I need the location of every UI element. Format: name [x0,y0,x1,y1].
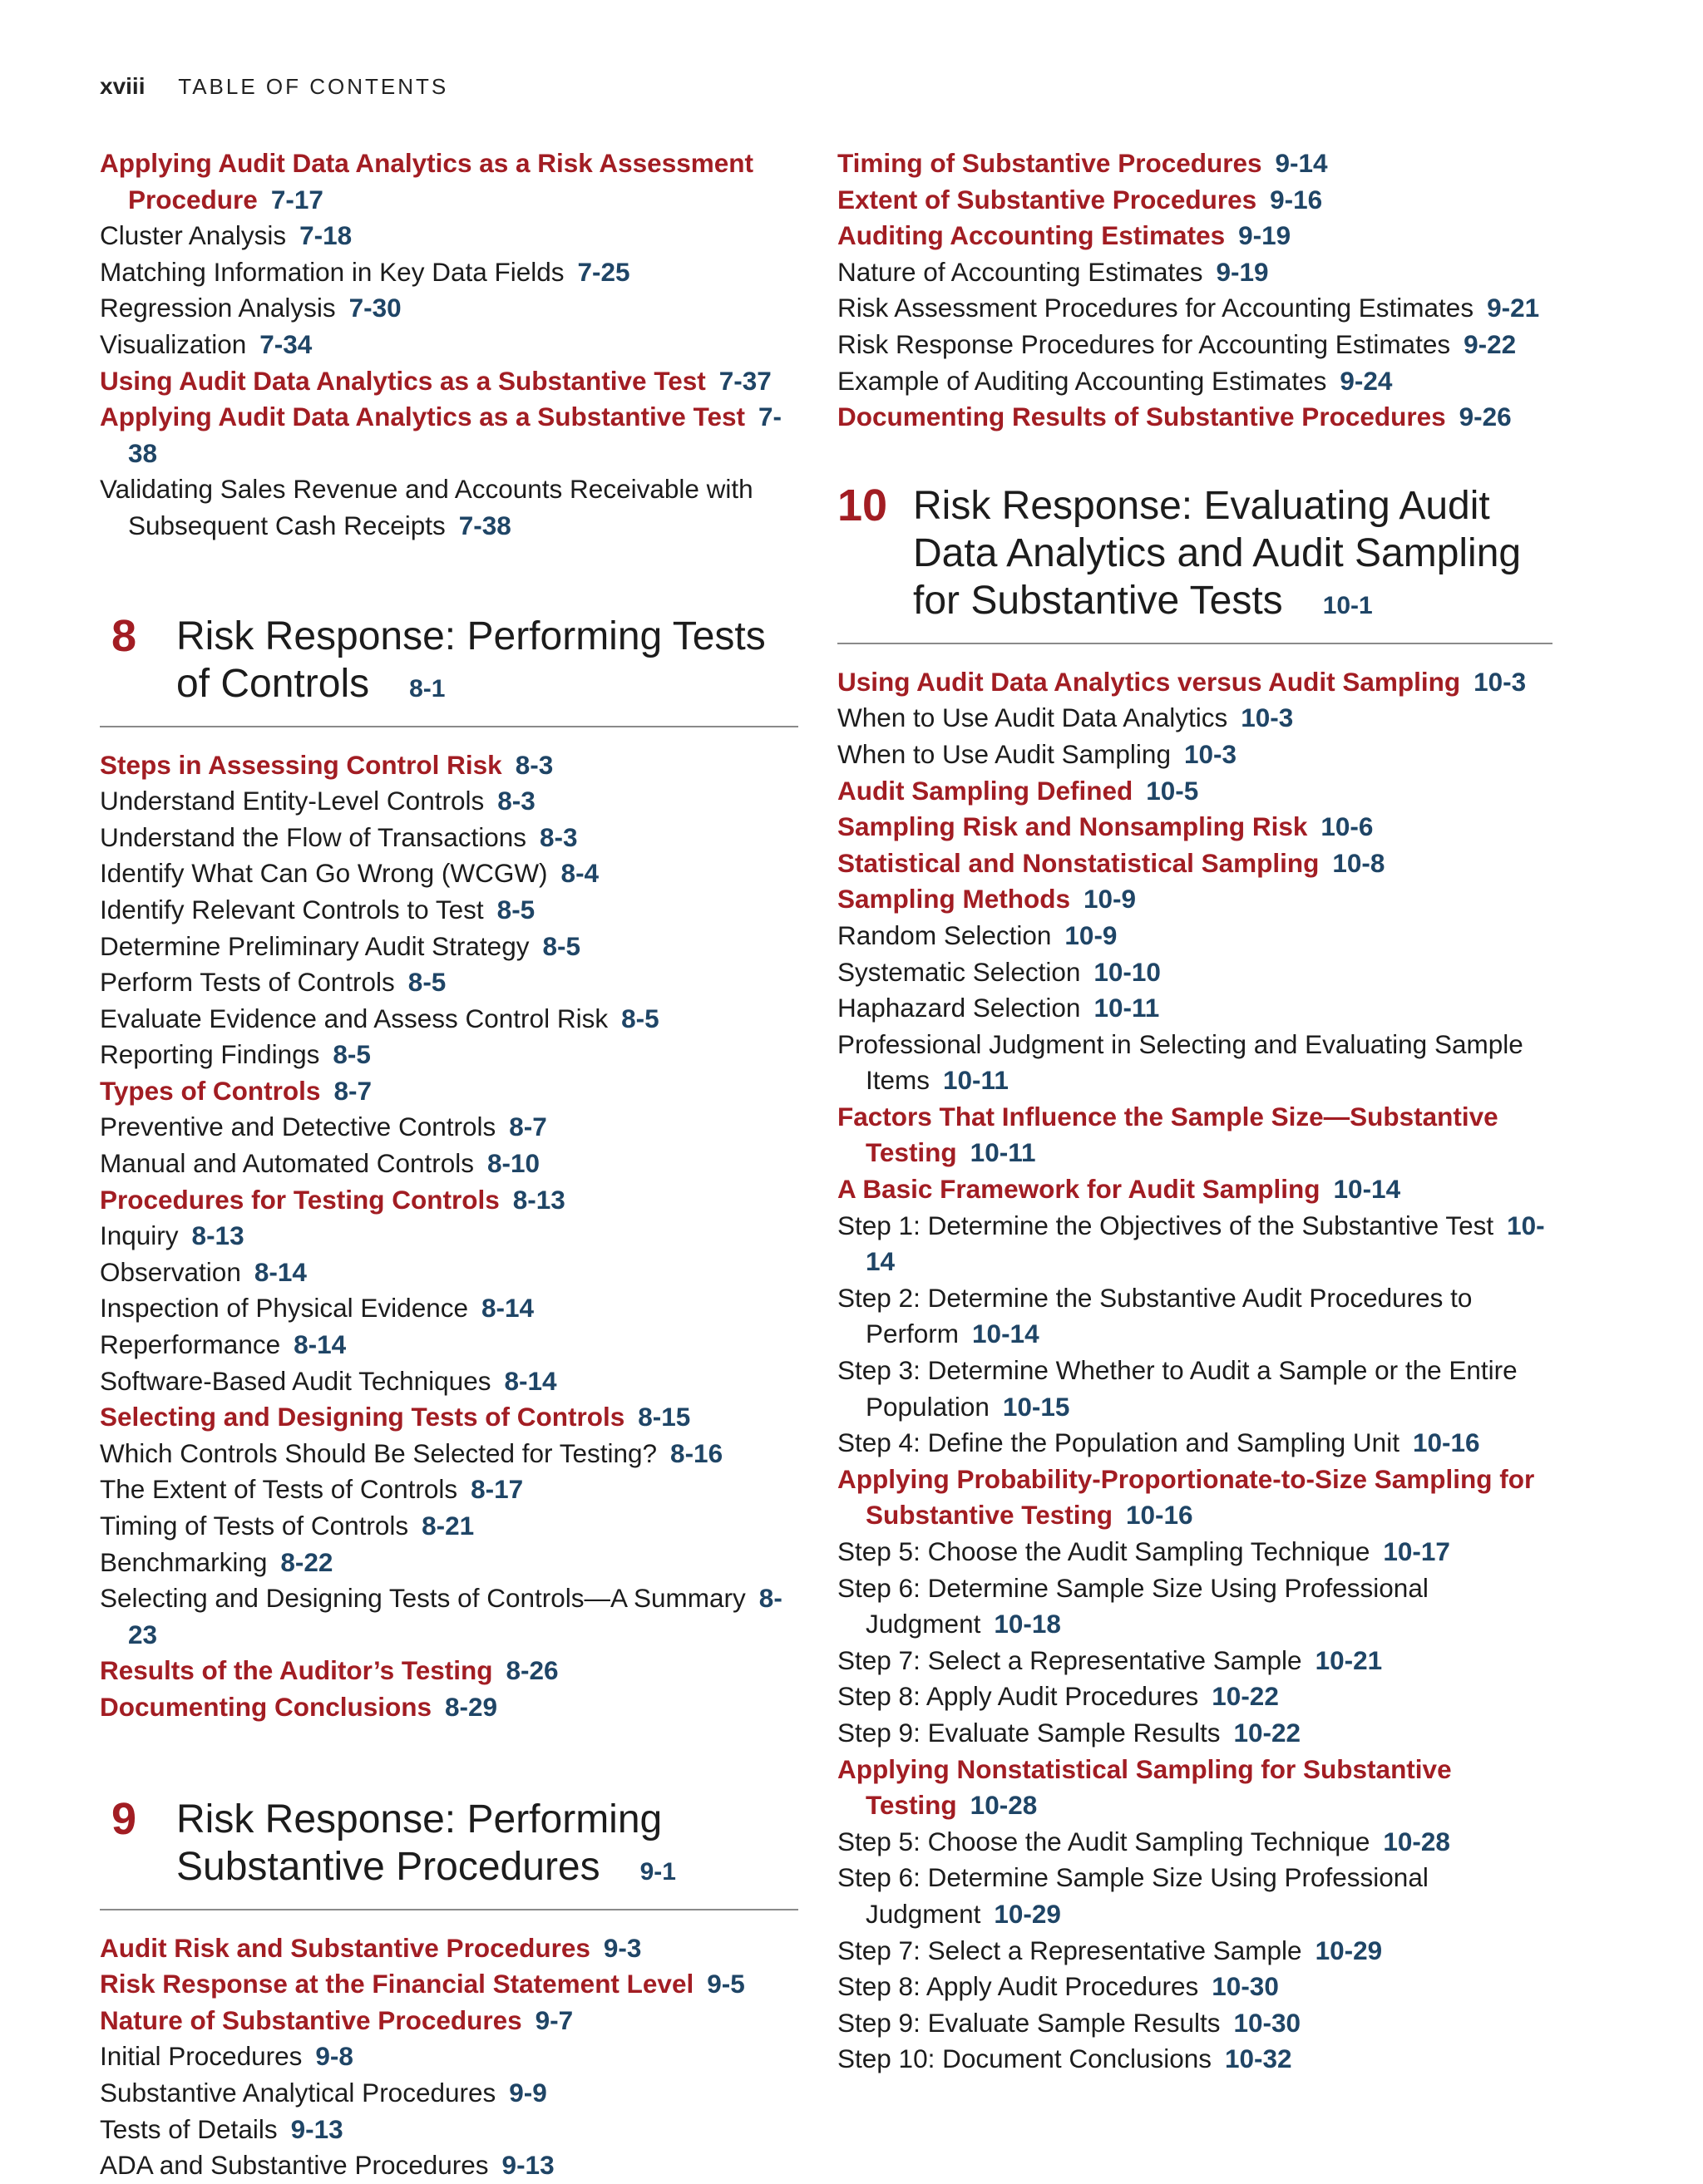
toc-entry[interactable] [837,2005,1552,2042]
toc-entry-title: Determine Preliminary Audit Strategy [100,930,530,961]
toc-entry-title: Step 9: Evaluate Sample Results [837,1717,1221,1748]
toc-entry-page[interactable]: 8-7 [333,1075,372,1106]
toc-entry[interactable] [837,700,1552,737]
toc-entry-title: Observation [100,1256,241,1287]
toc-entry[interactable] [837,327,1552,363]
toc-entry-title: Reporting Findings [100,1039,320,1070]
toc-entry-title: Visualization [100,328,247,359]
toc-entry[interactable] [100,1436,798,1472]
toc-entry-page[interactable]: 8-3 [515,749,554,780]
toc-entry-title: Software-Based Audit Techniques [100,1365,491,1396]
toc-entry[interactable] [100,1037,798,1073]
toc-entry-page[interactable]: 10-22 [1212,1681,1279,1712]
toc-entry[interactable] [100,1508,798,1545]
toc-entry-page[interactable]: 8-15 [638,1402,691,1432]
toc-entry-page[interactable]: 7-34 [259,328,313,359]
toc-entry-page[interactable]: 9-3 [603,1932,642,1963]
toc-entry-page[interactable]: 7-38 [458,510,511,540]
toc-entry-title: Reperformance [100,1329,281,1360]
toc-entry[interactable] [837,1969,1552,2005]
toc-entry[interactable] [837,1824,1552,1861]
toc-entry[interactable] [100,747,798,784]
toc-entry-title: Systematic Selection [837,956,1081,987]
chapter-title-line: Risk Response: Performing [176,1797,663,1841]
toc-entry-title: Step 5: Choose the Audit Sampling Technique [837,1536,1370,1566]
toc-entry-title: Step 1: Determine the Objectives of the Substantive Test [837,1210,1494,1240]
toc-entry-title: Substantive Analytical Procedures [100,2077,496,2108]
toc-entry-page[interactable]: 10-11 [1093,993,1160,1023]
chapter-page-link[interactable]: 10-1 [1322,591,1373,619]
toc-entry-page[interactable]: 7-17 [270,184,323,214]
toc-entry[interactable] [837,918,1552,954]
toc-entry-page[interactable]: 8-3 [540,821,578,852]
toc-entry-page[interactable]: 10-3 [1183,738,1237,769]
chapter-title-line: Data Analytics and Audit Sampling [913,530,1522,575]
toc-entry-title: Timing of Substantive Procedures [837,148,1262,178]
toc-entry-title: Steps in Assessing Control Risk [100,749,502,780]
toc-entry[interactable] [100,2147,798,2184]
toc-entry[interactable] [837,399,1552,436]
toc-entry[interactable] [837,1679,1552,1715]
chapter-title-line: for Substantive Tests [913,578,1283,623]
toc-entry-page[interactable]: 10-21 [1315,1644,1383,1675]
chapter-8-heading [100,610,798,727]
toc-entry-page[interactable]: 7-37 [718,365,772,396]
toc-entry[interactable] [100,1327,798,1363]
toc-entry[interactable] [837,1171,1552,1208]
toc-entry-page[interactable]: 10-10 [1093,956,1161,987]
toc-entry-title: ADA and Substantive Procedures [100,2150,489,2181]
left-column [100,145,798,2184]
toc-entry[interactable] [100,892,798,929]
toc-entry-title: Step 9: Evaluate Sample Results [837,2007,1221,2038]
toc-list-chapter-9-left [100,1930,798,2184]
toc-entry-page[interactable]: 7-25 [577,256,630,287]
toc-entry-page[interactable]: 9-21 [1487,293,1540,323]
toc-entry-page[interactable]: 9-13 [290,2113,343,2144]
toc-entry-title: Tests of Details [100,2113,278,2144]
toc-entry-title: Types of Controls [100,1075,321,1106]
toc-entry-page[interactable]: 9-8 [315,2041,353,2072]
toc-entry-page[interactable]: 9-26 [1459,402,1512,432]
toc-entry-title: Selecting and Designing Tests of Controls—A Summary [100,1583,746,1614]
toc-entry-page[interactable]: 10-29 [1315,1935,1383,1965]
toc-entry[interactable] [100,363,798,400]
toc-entry-title: Timing of Tests of Controls [100,1511,409,1541]
toc-entry-title: Evaluate Evidence and Assess Control Risk [100,1003,609,1033]
toc-entry-page[interactable]: 7-38 [128,402,782,468]
toc-entry-page[interactable]: 8-14 [254,1256,307,1287]
toc-entry-page[interactable]: 8-21 [422,1511,475,1541]
toc-entry-page[interactable]: 8-5 [621,1003,659,1033]
toc-entry-title: Audit Risk and Substantive Procedures [100,1932,590,1963]
toc-entry-page[interactable]: 10-11 [943,1065,1009,1096]
toc-entry-page[interactable]: 7-18 [299,220,353,251]
toc-entry-title: Matching Information in Key Data Fields [100,256,565,287]
chapter-title [176,1796,798,1896]
toc-entry[interactable] [100,1255,798,1291]
toc-entry-title: A Basic Framework for Audit Sampling [837,1174,1320,1205]
toc-entry[interactable] [100,964,798,1001]
toc-entry[interactable] [837,773,1552,810]
toc-entry-title: Step 7: Select a Representative Sample [837,1644,1302,1675]
toc-entry[interactable] [837,1280,1552,1353]
toc-entry[interactable] [100,1580,798,1653]
toc-entry-title: Inspection of Physical Evidence [100,1293,468,1324]
toc-entry[interactable] [100,1146,798,1182]
toc-entry[interactable] [837,954,1552,991]
toc-entry[interactable] [837,845,1552,882]
toc-entry-page[interactable]: 10-16 [1125,1500,1193,1531]
toc-entry-page[interactable]: 10-30 [1212,1971,1279,2002]
chapter-page-link[interactable]: 8-1 [409,674,446,703]
toc-entry[interactable] [100,218,798,254]
toc-entry-page[interactable]: 8-23 [128,1583,782,1649]
header-title: TABLE OF CONTENTS [178,74,449,99]
toc-entry-page[interactable]: 8-5 [542,930,580,961]
chapter-title-line: Risk Response: Performing Tests [176,614,766,658]
toc-entry-page[interactable]: 8-5 [407,967,447,998]
toc-entry[interactable] [100,471,798,544]
toc-entry-title: Example of Auditing Accounting Estimates [837,365,1327,396]
chapter-title [913,482,1552,629]
toc-entry-title: Cluster Analysis [100,220,287,251]
toc-entry-title: Nature of Substantive Procedures [100,2004,522,2035]
toc-entry-title: Regression Analysis [100,293,336,323]
toc-entry-page[interactable]: 9-5 [707,1969,745,1999]
toc-entry[interactable] [100,2075,798,2112]
toc-entry-page[interactable]: 10-15 [1002,1391,1070,1422]
toc-entry-title: Results of the Auditor’s Testing [100,1655,493,1686]
toc-entry-page[interactable]: 7-30 [348,293,402,323]
toc-list-chapter-8 [100,747,798,1726]
page-header [100,73,448,100]
toc-entry-title: Step 6: Determine Sample Size Using Professional Judgment [837,1572,1429,1639]
toc-entry[interactable] [837,1462,1552,1534]
toc-entry[interactable] [837,145,1552,182]
toc-entry-page[interactable]: 10-11 [970,1137,1036,1168]
toc-entry-page[interactable]: 9-22 [1464,328,1517,359]
toc-entry[interactable] [837,1027,1552,1099]
toc-entry-page[interactable]: 8-14 [504,1365,557,1396]
toc-entry[interactable] [100,327,798,363]
toc-entry-page[interactable]: 8-17 [471,1474,524,1505]
toc-list-left-top [100,145,798,545]
toc-entry-title: Risk Response at the Financial Statement Level [100,1969,694,1999]
toc-entry-title: Applying Probability-Proportionate-to-Size Sampling for Substantive Testing [837,1463,1535,1531]
toc-entry-title: Audit Sampling Defined [837,775,1133,806]
toc-entry[interactable] [837,664,1552,701]
toc-entry[interactable] [100,290,798,327]
toc-entry[interactable] [837,1208,1552,1280]
toc-entry[interactable] [837,290,1552,327]
toc-entry-page[interactable]: 8-5 [496,894,536,924]
toc-entry-title: Understand the Flow of Transactions [100,821,527,852]
toc-entry-title: Professional Judgment in Selecting and Evaluating Sample Items [837,1028,1523,1096]
toc-entry-title: Applying Nonstatistical Sampling for Substantive Testing [837,1753,1452,1821]
toc-entry-page[interactable]: 8-7 [509,1112,547,1142]
toc-entry-title: Step 6: Determine Sample Size Using Professional Judgment [837,1862,1429,1929]
toc-entry[interactable] [837,218,1552,254]
toc-entry-page[interactable]: 9-7 [535,2004,574,2035]
toc-entry-page[interactable]: 9-14 [1275,148,1328,178]
toc-entry-page[interactable]: 8-16 [670,1437,723,1468]
toc-entry-title: Applying Audit Data Analytics as a Substantive Test [100,402,745,432]
toc-entry-title: Manual and Automated Controls [100,1148,475,1179]
toc-entry-title: Validating Sales Revenue and Accounts Receivable with Subsequent Cash Receipts [100,474,753,540]
toc-entry[interactable] [100,1545,798,1581]
toc-entry-title: Preventive and Detective Controls [100,1112,496,1142]
toc-entry[interactable] [837,1752,1552,1824]
toc-entry-page[interactable]: 8-26 [506,1655,559,1686]
toc-entry-title: Statistical and Nonstatistical Sampling [837,847,1320,878]
toc-entry[interactable] [837,1099,1552,1171]
toc-entry-title: Using Audit Data Analytics as a Substantive Test [100,365,706,396]
toc-entry-title: Sampling Methods [837,884,1071,915]
toc-entry-page[interactable]: 10-17 [1383,1536,1450,1566]
toc-entry-title: Inquiry [100,1220,179,1251]
toc-entry-title: Sampling Risk and Nonsampling Risk [837,811,1308,842]
toc-entry-title: Step 4: Define the Population and Sampling Unit [837,1427,1399,1458]
toc-entry-title: Haphazard Selection [837,993,1081,1023]
chapter-title-line: Risk Response: Evaluating Audit [913,483,1490,528]
toc-entry[interactable] [100,1073,798,1110]
toc-entry-page[interactable]: 10-22 [1233,1717,1301,1748]
toc-entry[interactable] [100,1472,798,1508]
toc-entry-page[interactable]: 8-10 [487,1148,541,1179]
toc-entry[interactable] [837,737,1552,773]
toc-entry[interactable] [100,1399,798,1436]
toc-entry-page[interactable]: 10-6 [1320,811,1374,842]
chapter-page-link[interactable]: 9-1 [639,1857,676,1886]
chapter-title-line: Substantive Procedures [176,1844,600,1889]
toc-entry-page[interactable]: 10-3 [1241,703,1294,733]
toc-entry[interactable] [100,399,798,471]
toc-entry-title: Step 8: Apply Audit Procedures [837,1971,1199,2002]
toc-entry-title: Step 8: Apply Audit Procedures [837,1681,1199,1712]
page-number: xviii [100,73,146,99]
toc-entry-page[interactable]: 9-16 [1270,184,1323,214]
toc-list-chapter-10 [837,664,1552,2078]
toc-entry-title: Step 3: Determine Whether to Audit a Sample or the Entire Population [837,1355,1518,1422]
toc-entry-title: The Extent of Tests of Controls [100,1474,458,1505]
toc-entry[interactable] [837,2041,1552,2078]
toc-entry[interactable] [100,1930,798,1967]
toc-entry-title: Identify What Can Go Wrong (WCGW) [100,858,548,889]
toc-entry-title: Which Controls Should Be Selected for Testing? [100,1437,658,1468]
toc-entry-title: Identify Relevant Controls to Test [100,894,484,924]
toc-entry[interactable] [837,182,1552,219]
toc-entry[interactable] [100,1966,798,2003]
toc-entry-page[interactable]: 10-14 [972,1319,1039,1349]
chapter-number: 9 [111,1793,137,1844]
toc-entry-title: Step 7: Select a Representative Sample [837,1935,1302,1965]
toc-entry-title: Nature of Accounting Estimates [837,256,1203,287]
toc-entry-title: When to Use Audit Sampling [837,738,1171,769]
toc-entry-title: Procedures for Testing Controls [100,1184,500,1215]
toc-entry-title: Using Audit Data Analytics versus Audit Sampling [837,666,1461,697]
toc-entry-title: Applying Audit Data Analytics as a Risk Assessment Procedure [100,148,753,214]
toc-entry-page[interactable]: 8-5 [333,1039,371,1070]
toc-entry-page[interactable]: 10-16 [1412,1427,1480,1458]
toc-entry-page[interactable]: 8-29 [445,1691,498,1722]
toc-entry-page[interactable]: 8-3 [497,786,536,816]
toc-entry[interactable] [837,1860,1552,1932]
toc-entry[interactable] [100,2003,798,2039]
toc-entry-page[interactable]: 9-19 [1238,220,1291,251]
toc-entry-page[interactable]: 10-28 [970,1790,1038,1821]
toc-entry-title: Random Selection [837,919,1052,950]
toc-entry[interactable] [837,254,1552,291]
toc-entry-title: Factors That Influence the Sample Size—Substantive Testing [837,1101,1498,1168]
toc-entry-title: Selecting and Designing Tests of Controls [100,1402,625,1432]
toc-entry-title: Documenting Results of Substantive Procedures [837,402,1446,432]
toc-entry[interactable] [100,145,798,218]
toc-entry-page[interactable]: 10-14 [1333,1174,1401,1205]
toc-list-chapter-9-right [837,145,1552,436]
toc-entry[interactable] [100,254,798,291]
toc-entry-page[interactable]: 10-8 [1332,847,1385,878]
toc-entry[interactable] [837,1353,1552,1425]
toc-entry[interactable] [100,855,798,892]
toc-entry[interactable] [100,1182,798,1219]
toc-entry-page[interactable]: 9-9 [509,2077,547,2108]
toc-entry-title: Understand Entity-Level Controls [100,786,485,816]
toc-entry-title: Step 5: Choose the Audit Sampling Technique [837,1826,1370,1856]
toc-entry-page[interactable]: 10-14 [866,1210,1545,1277]
toc-entry[interactable] [837,1425,1552,1462]
toc-entry[interactable] [100,1290,798,1327]
toc-entry-title: Extent of Substantive Procedures [837,184,1257,214]
toc-entry[interactable] [100,1109,798,1146]
chapter-title [176,613,798,712]
toc-entry-page[interactable]: 10-28 [1383,1826,1450,1856]
toc-entry[interactable] [100,2112,798,2148]
right-column [837,145,1552,2078]
toc-entry-page[interactable]: 9-24 [1340,365,1393,396]
toc-entry-title: Step 2: Determine the Substantive Audit Procedures to Perform [837,1282,1473,1349]
toc-entry[interactable] [837,1534,1552,1570]
toc-entry-page[interactable]: 9-19 [1216,256,1269,287]
toc-entry-page[interactable]: 8-14 [481,1293,535,1324]
toc-entry[interactable] [837,363,1552,400]
toc-entry-page[interactable]: 8-14 [294,1329,347,1360]
toc-entry[interactable] [837,1643,1552,1679]
toc-entry[interactable] [100,929,798,965]
toc-entry-page[interactable]: 10-18 [994,1609,1061,1639]
toc-entry[interactable] [837,1933,1552,1970]
toc-entry[interactable] [100,1363,798,1400]
toc-entry-page[interactable]: 10-30 [1233,2007,1301,2038]
chapter-number: 10 [837,480,888,530]
toc-entry-page[interactable]: 8-22 [280,1546,333,1577]
chapter-10-heading [837,482,1552,644]
toc-entry[interactable] [100,2039,798,2075]
toc-entry-page[interactable]: 10-29 [994,1898,1061,1929]
toc-entry-page[interactable]: 10-32 [1225,2043,1292,2074]
toc-entry-page[interactable]: 10-5 [1146,775,1199,806]
toc-entry[interactable] [100,1218,798,1255]
toc-entry-page[interactable]: 8-13 [191,1220,244,1251]
toc-entry[interactable] [100,820,798,856]
toc-entry[interactable] [100,1653,798,1689]
toc-entry[interactable] [837,881,1552,918]
toc-entry-title: Risk Assessment Procedures for Accounting Estimates [837,293,1474,323]
toc-entry-page[interactable]: 8-13 [512,1184,565,1215]
toc-entry-page[interactable]: 10-9 [1064,919,1118,950]
toc-entry-page[interactable]: 9-13 [501,2150,555,2181]
toc-entry[interactable] [837,990,1552,1027]
toc-entry-title: Benchmarking [100,1546,268,1577]
toc-entry[interactable] [100,1001,798,1038]
chapter-title-line: of Controls [176,661,370,706]
toc-entry-title: Perform Tests of Controls [100,967,395,998]
toc-entry[interactable] [837,809,1552,845]
toc-entry-title: Step 10: Document Conclusions [837,2043,1212,2074]
toc-entry[interactable] [837,1715,1552,1752]
toc-entry-title: Auditing Accounting Estimates [837,220,1226,251]
chapter-9-heading [100,1793,798,1910]
toc-entry-title: When to Use Audit Data Analytics [837,703,1228,733]
toc-entry-page[interactable]: 8-4 [560,858,600,889]
toc-entry-page[interactable]: 10-3 [1473,666,1527,697]
toc-entry[interactable] [100,1689,798,1726]
toc-entry-page[interactable]: 10-9 [1084,884,1137,915]
toc-entry-title: Documenting Conclusions [100,1691,432,1722]
chapter-number: 8 [111,610,137,661]
toc-entry-title: Initial Procedures [100,2041,303,2072]
toc-entry[interactable] [837,1570,1552,1643]
toc-entry-title: Risk Response Procedures for Accounting Estimates [837,328,1451,359]
toc-entry[interactable] [100,783,798,820]
